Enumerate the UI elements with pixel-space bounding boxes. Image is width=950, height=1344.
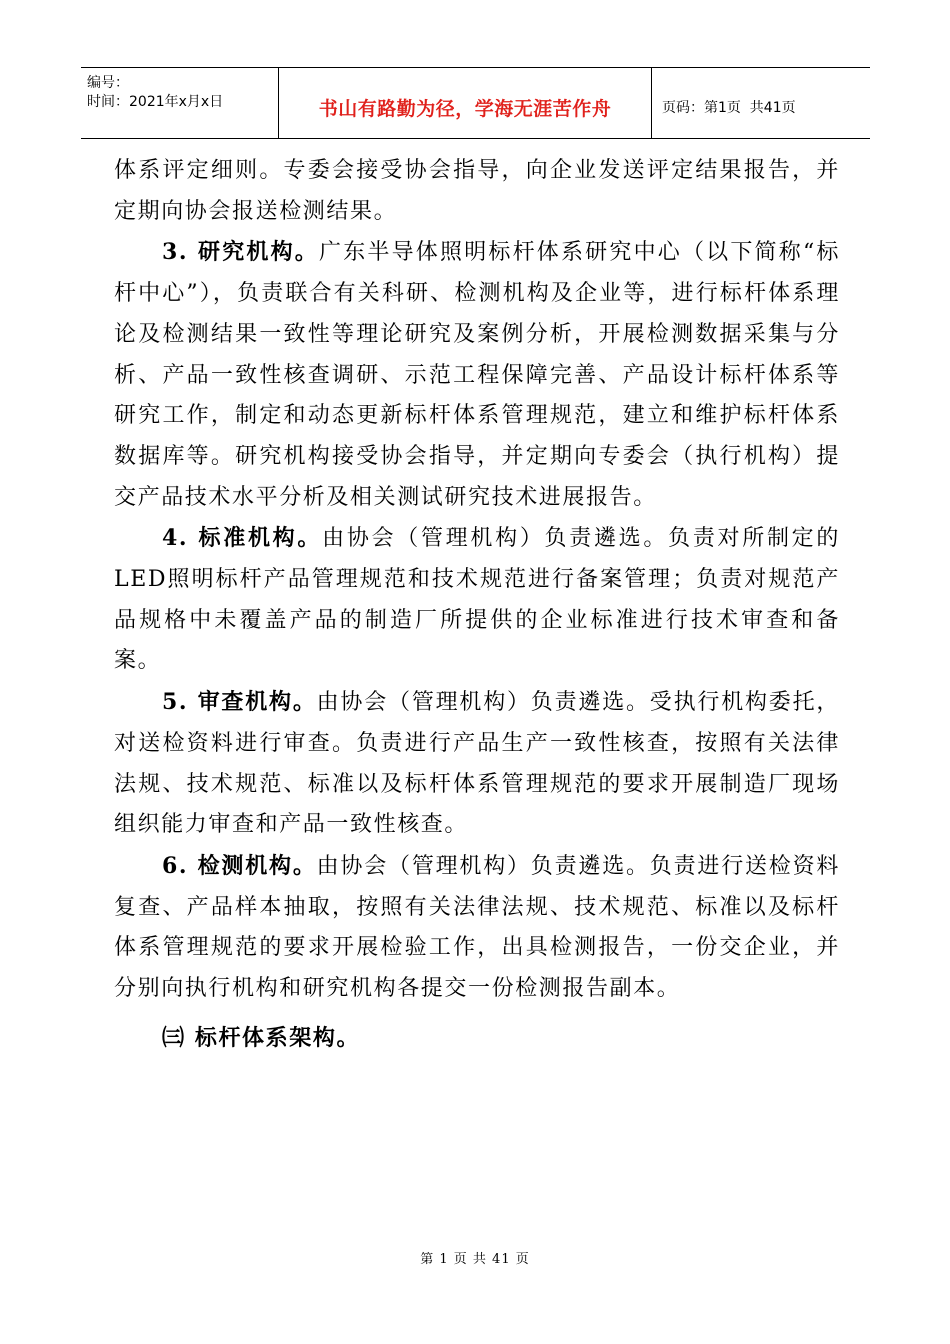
paragraph-text: 由协会（管理机构）负责遴选。受执行机构委托，对送检资料进行审查。负责进行产品生产一致性核查，按照有关法律法规、技术规范、标准以及标杆体系管理规范的要求开展制造厂现场组织能力审查和产品一致性核查。 <box>114 690 840 838</box>
paragraph-continuation <box>114 151 840 232</box>
paragraph-testing-institution <box>114 846 840 1010</box>
page-header <box>81 67 870 139</box>
header-page-info: 页码：第1页 共41页 <box>662 100 796 116</box>
document-date: 时间：2021年x月x日 <box>87 94 224 110</box>
paragraph-standards-institution <box>114 518 840 682</box>
paragraph-text: 体系评定细则。专委会接受协会指导，向企业发送评定结果报告，并定期向协会报送检测结果。 <box>114 158 840 224</box>
header-motto-cell <box>279 68 652 138</box>
header-meta <box>81 68 279 138</box>
paragraph-lead: 6. 检测机构。 <box>162 852 317 879</box>
paragraph-text: 由协会（管理机构）负责遴选。负责进行送检资料复查、产品样本抽取，按照有关法律法规、技术规范、标准以及标杆体系管理规范的要求开展检验工作，出具检测报告，一份交企业，并分别向执行机构和研究机构各提交一份检测报告副本。 <box>114 853 840 1002</box>
paragraph-text: 由协会（管理机构）负责遴选。负责对所制定的LED照明标杆产品管理规范和技术规范进行备案管理；负责对规范产品规格中未覆盖产品的制造厂所提供的企业标准进行技术审查和备案。 <box>114 526 840 674</box>
document-number-label: 编号： <box>87 75 129 91</box>
document-body <box>114 151 840 1058</box>
header-page-cell <box>652 68 870 138</box>
paragraph-lead: 3. 研究机构。 <box>162 239 320 266</box>
header-motto: 书山有路勤为径，学海无涯苦作舟 <box>318 97 612 120</box>
paragraph-review-institution <box>114 682 840 846</box>
page-footer: 第 1 页 共 41 页 <box>420 1252 530 1267</box>
paragraph-lead: 4. 标准机构。 <box>162 525 323 552</box>
paragraph-research-institution <box>114 232 840 518</box>
paragraph-text: 广东半导体照明标杆体系研究中心（以下简称“标杆中心”），负责联合有关科研、检测机构及企业等，进行标杆体系理论及检测结果一致性等理论研究及案例分析，开展检测数据采集与分析、产品一致性核查调研、示范工程保障完善、产品设计标杆体系等研究工作，制定和动态更新标杆体系管理规范，建立和维护标杆体系数据库等。研究机构接受协会指导，并定期向专委会（执行机构）提交产品技术水平分析及相关测试研究技术进展报告。 <box>114 240 840 510</box>
section-heading: ㈢ 标杆体系架构。 <box>162 1024 361 1051</box>
paragraph-lead: 5. 审查机构。 <box>162 689 317 716</box>
